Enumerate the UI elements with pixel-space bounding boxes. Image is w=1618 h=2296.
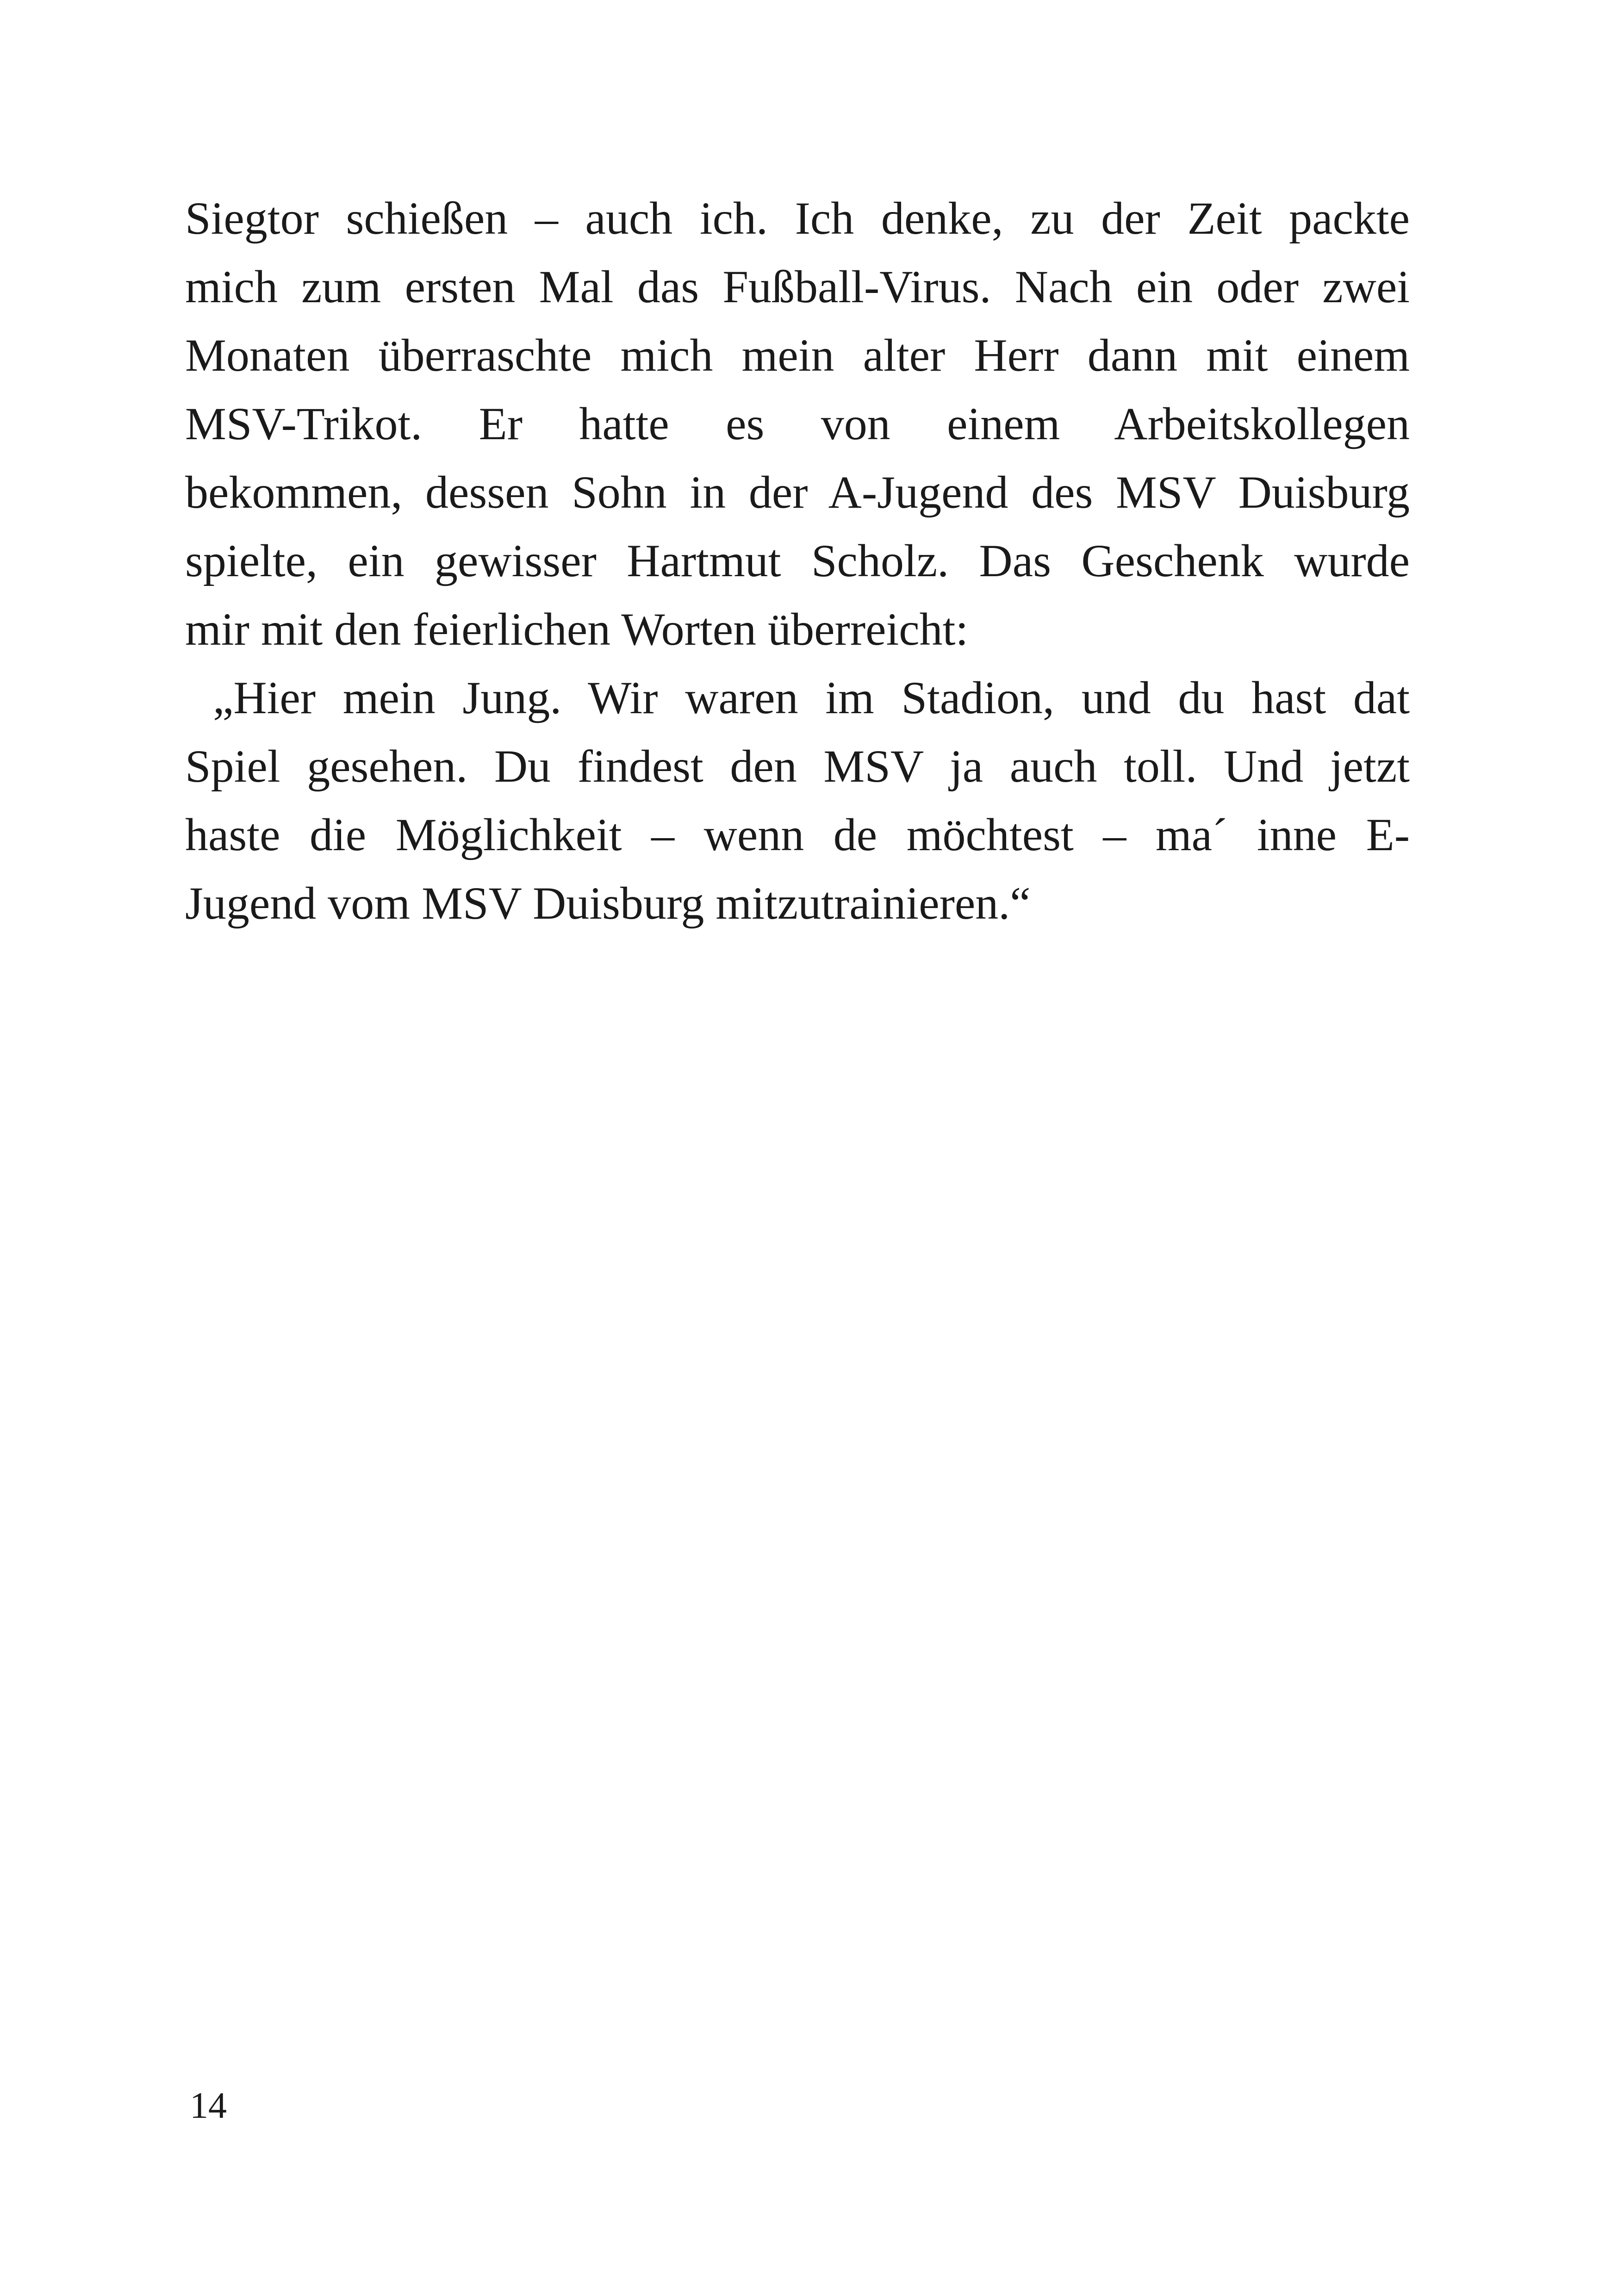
- text-line: Spiel gesehen. Du findest den MSV ja auch toll. Und jetzt: [185, 740, 1410, 792]
- text-line: mir mit den feierlichen Worten überreicht:: [185, 604, 969, 655]
- text-line: haste die Möglichkeit – wenn de möchtest – ma´ inne E-: [185, 809, 1410, 860]
- text-line: Siegtor schießen – auch ich. Ich denke, zu der Zeit packte: [185, 193, 1410, 244]
- text-line: MSV-Trikot. Er hatte es von einem Arbeitskollegen: [185, 398, 1410, 449]
- text-line: mich zum ersten Mal das Fußball-Virus. Nach ein oder zwei: [185, 261, 1410, 312]
- text-line: spielte, ein gewisser Hartmut Scholz. Das Geschenk wurde: [185, 535, 1410, 586]
- text-line: Monaten überraschte mich mein alter Herr dann mit einem: [185, 330, 1410, 381]
- text-line: bekommen, dessen Sohn in der A-Jugend des MSV Duisburg: [185, 467, 1410, 518]
- page-number: 14: [190, 2085, 227, 2126]
- paragraph-1: [185, 184, 1410, 664]
- paragraph-2: [185, 664, 1410, 938]
- text-line: „Hier mein Jung. Wir waren im Stadion, und du hast dat: [213, 672, 1410, 723]
- body-text: [185, 184, 1410, 938]
- text-line: Jugend vom MSV Duisburg mitzutrainieren.“: [185, 877, 1031, 929]
